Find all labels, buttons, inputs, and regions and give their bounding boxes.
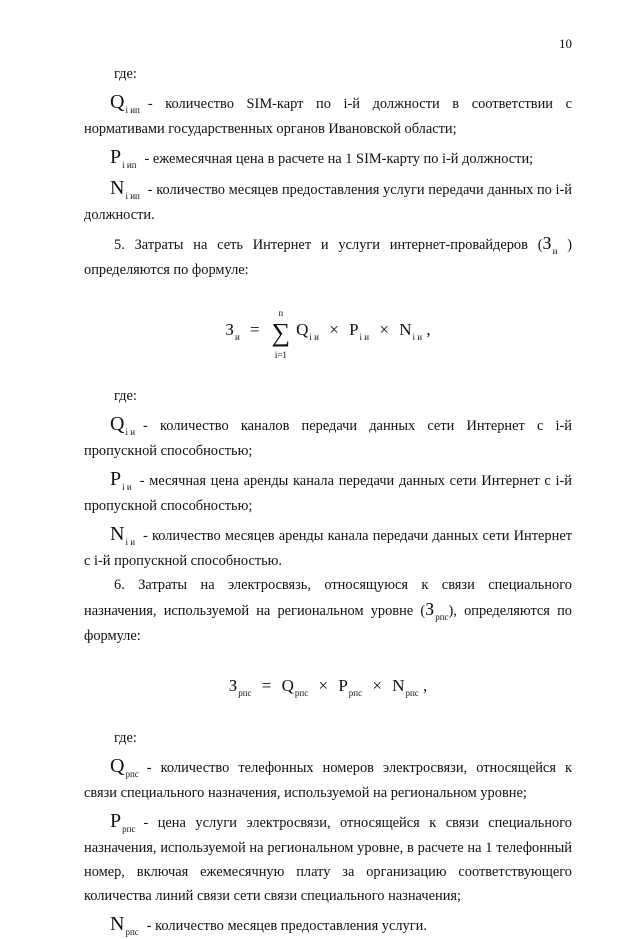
definition-text: - количество месяцев предоставления услуги передачи данных по i-й должности. [84,182,572,223]
definition-text: - цена услуги электросвязи, относящейся к связи специального назначения, используемой на региональном уровне, в расчете на 1 телефонный номер, включая ежемесячную плату за организацию соответствующего количества линий связи сети связи специального назначения; [84,815,572,904]
definition-p-ip [84,145,572,172]
definition-text: - ежемесячная цена в расчете на 1 SIM-карту по i-й должности; [144,151,534,167]
formula-internet: $З_и$ = n ∑ i=1 $Q_{i и} \times P_{i и} \times N_{i и}$ , [225,308,431,360]
symbol-p-rps: $P_{рпс}$ [110,810,136,834]
symbol-p-i: $P_{i и}$ [110,468,132,492]
definition-n-ip [84,176,572,227]
definition-q-rps [84,754,572,805]
definition-text: - количество каналов передачи данных сети Интернет с i-й пропускной способностью; [84,418,572,459]
document-body [84,62,572,939]
where-label-2: где: [114,388,137,404]
symbol-q-rps: $Q_{рпс}$ [110,755,139,779]
definition-text: - количество месяцев предоставления услуги. [146,918,427,934]
where-label-3: где: [114,730,137,746]
symbol-z-i: $З_и$ [542,233,558,256]
definition-n-rps [84,912,572,939]
item-5-paragraph: 5. Затраты на сеть Интернет и услуги интернет-провайдеров ($З_и$ ) определяются по формуле: [84,233,572,278]
where-label-1: где: [114,66,137,82]
definition-p-rps [84,809,572,908]
definition-text: - количество SIM-карт по i-й должности в соответствии с нормативами государственных органов Ивановской области; [84,96,572,137]
formula-special-comm: $З_{рпс} = Q_{рпс} \times P_{рпс} \times N_{рпс}$ , [228,676,428,698]
definition-q-i [84,412,572,463]
symbol-n-rps: $N_{рпс}$ [110,913,139,937]
symbol-q-i: $Q_{i и}$ [110,413,136,437]
definition-text: - количество месяцев аренды канала передачи данных сети Интернет с i-й пропускной способностью. [84,528,572,569]
definition-n-i [84,522,572,573]
page-number: 10 [559,36,572,51]
symbol-n-ip: $N_{i ип}$ [110,177,140,201]
item-6-paragraph: 6. Затраты на электросвязь, относящуюся к связи специального назначения, используемой на региональном уровне $(З_{рпс})$, определяются по формуле: [84,577,572,644]
definition-q-ip [84,90,572,141]
symbol-n-i: $N_{i и}$ [110,523,136,547]
definition-text: - месячная цена аренды канала передачи данных сети Интернет с i-й пропускной способностью; [84,473,572,514]
definition-p-i [84,467,572,518]
symbol-z-rps: $З_{рпс}$ [425,599,449,622]
sum-operator: n ∑ i=1 [271,308,291,360]
symbol-q-ip: $Q_{i ип}$ [110,91,140,115]
definition-text: - количество телефонных номеров электросвязи, относящейся к связи специального назначения, используемой на региональном уровне; [84,760,572,801]
symbol-p-ip: $P_{i ип}$ [110,146,137,170]
